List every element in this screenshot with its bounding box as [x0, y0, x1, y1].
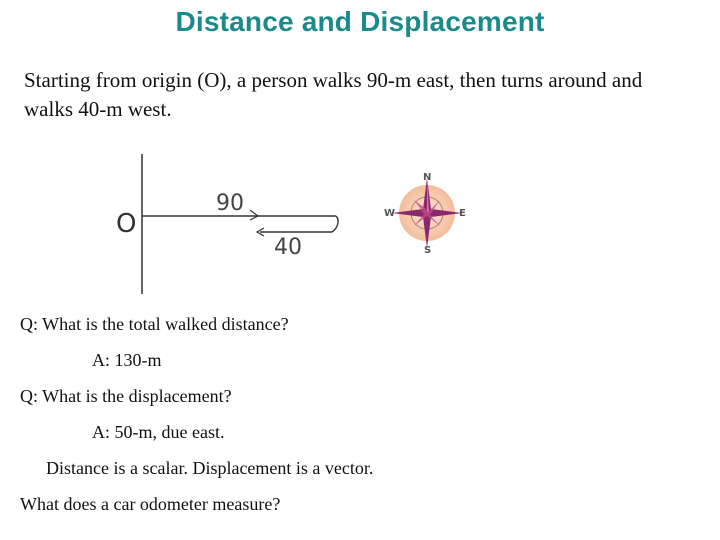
answer-displacement: A: 50-m, due east.: [92, 422, 225, 442]
page-title: Distance and Displacement: [175, 6, 545, 37]
compass-south-label: S: [424, 245, 432, 256]
intro-paragraph: Starting from origin (O), a person walks 90-m east, then turns around and walks 40-m west.: [24, 68, 643, 121]
east-leg-arrowhead: [250, 210, 258, 220]
compass-east-label: E: [459, 208, 466, 219]
scalar-vector-note: Distance is a scalar. Displacement is a vector.: [46, 458, 374, 478]
walk-diagram: [100, 148, 350, 298]
compass-north-label: N: [423, 172, 432, 183]
question-odometer: What does a car odometer measure?: [20, 494, 281, 514]
west-leg-label: 40: [274, 235, 302, 260]
compass-rose: [378, 168, 478, 260]
question-total-distance: Q: What is the total walked distance?: [20, 314, 289, 334]
turnaround-hook: [332, 216, 338, 232]
east-leg-label: 90: [216, 191, 244, 216]
compass-west-label: W: [384, 208, 396, 219]
origin-label: O: [116, 209, 137, 239]
answer-total-distance: A: 130-m: [92, 350, 162, 370]
question-displacement: Q: What is the displacement?: [20, 386, 232, 406]
